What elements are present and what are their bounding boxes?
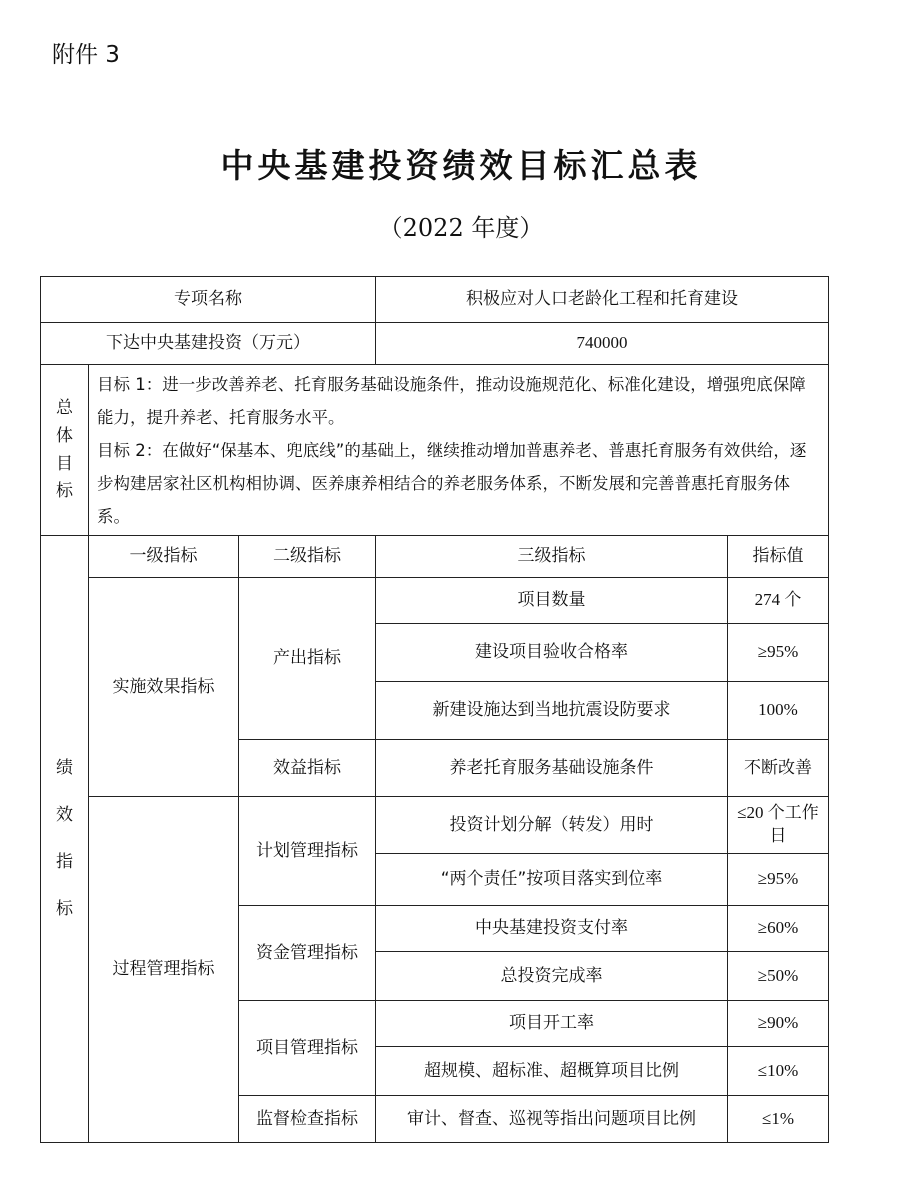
overall-goals-label-char: 总 [56,397,73,418]
level3-cell: 建设项目验收合格率 [376,624,728,682]
value-cell: ≥95% [728,624,829,682]
value-cell: ≥90% [728,1001,829,1047]
header-level3: 三级指标 [376,536,728,578]
level3-cell: 养老托育服务基础设施条件 [376,740,728,797]
indicators-label-char: 绩 [56,758,73,779]
indicators-label-char: 标 [56,898,73,919]
value-cell: ≤1% [728,1096,829,1143]
value-cell: 不断改善 [728,740,829,797]
overall-goals-content [89,365,829,536]
header-level1: 一级指标 [89,536,239,578]
level2-cell: 项目管理指标 [239,1001,376,1096]
level3-cell: 总投资完成率 [376,952,728,1001]
level3-cell: 超规模、超标准、超概算项目比例 [376,1047,728,1096]
investment-row [41,323,829,365]
goal-2-text: 目标 2：在做好“保基本、兜底线”的基础上，继续推动增加普惠养老、普惠托育服务有效供给，逐步构建居家社区机构相协调、医养康养相结合的养老服务体系，不断发展和完善普惠托育服务体系。 [97,441,807,526]
level3-cell: 项目开工率 [376,1001,728,1047]
performance-table [40,276,829,1143]
level3-cell: 审计、督查、巡视等指出问题项目比例 [376,1096,728,1143]
header-value: 指标值 [728,536,829,578]
value-cell: ≥50% [728,952,829,1001]
indicators-label-char: 指 [56,852,73,872]
level3-cell: 项目数量 [376,578,728,624]
indicator-header-row [41,536,829,578]
value-cell: ≥60% [728,906,829,952]
level2-cell: 产出指标 [239,578,376,740]
level1-cell: 实施效果指标 [89,578,239,797]
level2-cell: 资金管理指标 [239,906,376,1001]
overall-goals-label [41,365,89,536]
level1-cell: 过程管理指标 [89,797,239,1143]
page-title: 中央基建投资绩效目标汇总表 [220,146,702,185]
investment-label: 下达中央基建投资（万元） [41,323,376,365]
level3-cell: 中央基建投资支付率 [376,906,728,952]
indicators-label-char: 效 [56,805,73,826]
overall-goals-row [41,365,829,536]
indicator-row [41,797,829,854]
overall-goals-label-char: 体 [56,425,73,446]
level2-cell: 计划管理指标 [239,797,376,906]
level3-cell: “两个责任”按项目落实到位率 [376,854,728,906]
value-cell: ≥95% [728,854,829,906]
level2-cell: 效益指标 [239,740,376,797]
level2-cell: 监督检查指标 [239,1096,376,1143]
value-cell: ≤10% [728,1047,829,1096]
project-name-row [41,277,829,323]
goal-1-text: 目标 1：进一步改善养老、托育服务基础设施条件，推动设施规范化、标准化建设，增强兜底保障能力，提升养老、托育服务水平。 [97,375,806,427]
header-level2: 二级指标 [239,536,376,578]
level3-cell: 投资计划分解（转发）用时 [376,797,728,854]
value-cell: 274 个 [728,578,829,624]
overall-goals-label-char: 标 [56,481,73,502]
indicators-label [41,536,89,1143]
level3-cell: 新建设施达到当地抗震设防要求 [376,682,728,740]
project-name-value: 积极应对人口老龄化工程和托育建设 [376,277,829,323]
investment-value: 740000 [376,323,829,365]
year-label: （2022 年度） [378,214,544,242]
attachment-label: 附件 3 [52,42,120,68]
indicator-row [41,578,829,624]
value-cell: ≤20 个工作日 [728,797,829,854]
project-name-label: 专项名称 [41,277,376,323]
overall-goals-label-char: 目 [56,453,73,474]
value-cell: 100% [728,682,829,740]
